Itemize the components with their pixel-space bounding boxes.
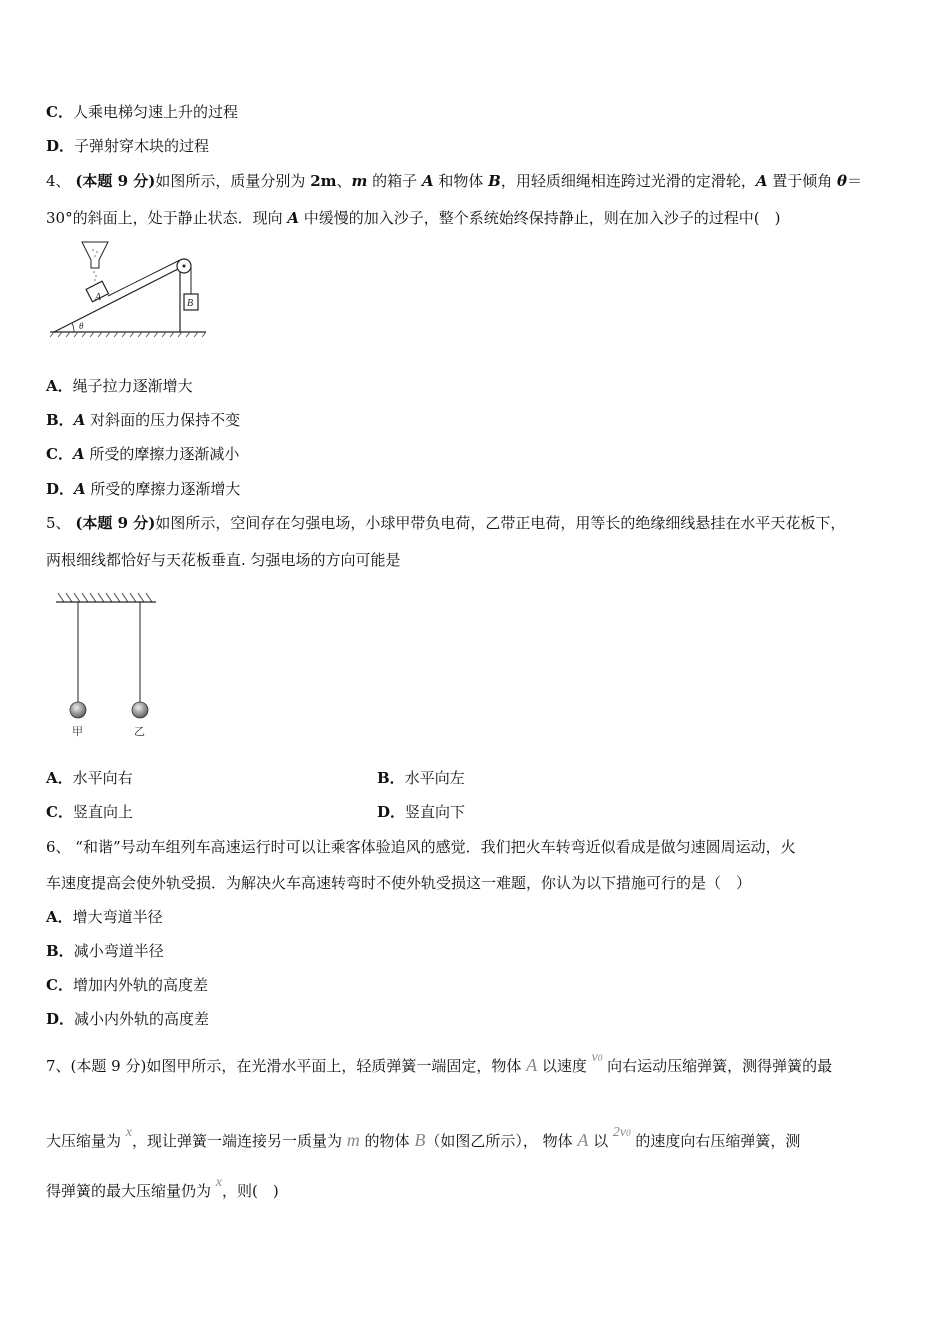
ball-jia (70, 702, 86, 718)
coefficient: 2 (612, 1125, 620, 1140)
symbol-a: A (526, 1055, 538, 1075)
option-text: 对斜面的压力保持不变 (85, 411, 241, 429)
q4-option-b (46, 410, 240, 430)
stem-text: 两根细线都恰好与天花板垂直. 匀强电场的方向可能是 (46, 551, 401, 569)
stem-text: 车速度提高会使外轨受损．为解决火车高速转弯时不使外轨受损这一难题，你认为以下措施可行的是（ ） (46, 874, 752, 892)
question-number: 5、 (46, 514, 71, 532)
q4-stem-line1 (46, 171, 862, 191)
symbol-b: B (488, 172, 501, 190)
q6-stem-line1 (46, 837, 796, 857)
q5-pendulum-figure (50, 588, 162, 740)
stem-text: ＝ (847, 172, 863, 190)
option-text: 水平向左 (404, 769, 465, 787)
option-letter: B． (46, 411, 74, 429)
option-letter: C． (46, 976, 73, 994)
stem-text: 向右运动压缩弹簧，测得弹簧的最 (602, 1057, 833, 1075)
stem-text: 如图所示，空间存在匀强电场，小球甲带负电荷，乙带正电荷，用等长的绝缘细线悬挂在水平天花板下， (155, 514, 846, 532)
option-text: 竖直向上 (72, 803, 133, 821)
symbol-a: A (755, 172, 768, 190)
symbol-2v0 (613, 1125, 631, 1140)
label-a: A (95, 292, 102, 303)
option-text: 增加内外轨的高度差 (72, 976, 208, 994)
option-letter: A． (46, 769, 73, 787)
symbol-theta: θ (837, 172, 848, 190)
symbol-m: m (346, 1130, 360, 1150)
stem-text: ，现让弹簧一端连接另一质量为 (132, 1132, 347, 1150)
stem-text: （如图乙所示）， 物体 (425, 1132, 578, 1150)
option-text: 减小内外轨的高度差 (74, 1010, 210, 1028)
stem-text: 大压缩量为 (46, 1132, 126, 1150)
stem-text: 30°的斜面上，处于静止状态．现向 (46, 209, 288, 227)
label-b: B (187, 298, 194, 309)
option-text: 子弹射穿木块的过程 (74, 137, 210, 155)
stem-text: 置于倾角 (767, 172, 838, 190)
q5-stem-line1 (46, 513, 845, 533)
stem-text: 和物体 (433, 172, 489, 190)
symbol-a: A (72, 445, 85, 463)
stem-text: 得弹簧的最大压缩量仍为 (46, 1182, 216, 1200)
stem-text: 、 (336, 172, 352, 190)
mass-2m: 2m (310, 172, 337, 190)
option-letter: C． (46, 103, 73, 121)
option-letter: D． (46, 1010, 75, 1028)
question-number: 4、 (46, 172, 71, 190)
label-theta: θ (79, 321, 84, 331)
stem-text: 的物体 (359, 1132, 415, 1150)
symbol-a: A (577, 1130, 589, 1150)
symbol-a: A (421, 172, 434, 190)
option-text: 水平向右 (72, 769, 133, 787)
q5-option-a (46, 768, 133, 788)
v-subscript: 0 (597, 1053, 603, 1063)
stem-text: 中缓慢的加入沙子，整个系统始终保持静止，则在加入沙子的过程中( ) (299, 209, 781, 227)
v-subscript: 0 (626, 1128, 631, 1138)
question-tag: (本题 9 分) (75, 514, 156, 532)
stem-text: 以 (588, 1132, 613, 1150)
q6-option-b (46, 941, 164, 961)
q4-option-d (46, 479, 240, 499)
q7-stem-line3 (46, 1175, 279, 1203)
mass-m: m (351, 172, 368, 190)
q3-option-c (46, 102, 238, 122)
option-text: 所受的摩擦力逐渐增大 (85, 480, 241, 498)
q6-option-a (46, 907, 163, 927)
option-letter: A． (46, 377, 73, 395)
q6-option-d (46, 1009, 209, 1029)
stem-text: 的箱子 (367, 172, 422, 190)
question-tag: (本题 9 分) (75, 172, 156, 190)
symbol-x: x (125, 1125, 132, 1140)
q3-option-d (46, 136, 209, 156)
q5-stem-line2 (46, 550, 401, 570)
option-text: 减小弯道半径 (73, 942, 164, 960)
stem-text: ，用轻质细绳相连跨过光滑的定滑轮， (500, 172, 756, 190)
stem-text: 7、(本题 9 分)如图甲所示，在光滑水平面上，轻质弹簧一端固定，物体 (46, 1057, 527, 1075)
q4-stem-line2 (46, 208, 780, 228)
symbol-a: A (73, 411, 86, 429)
option-letter: D． (377, 803, 406, 821)
stem-text: 如图所示，质量分别为 (155, 172, 311, 190)
option-text: 人乘电梯匀速上升的过程 (72, 103, 238, 121)
label-yi: 乙 (134, 725, 145, 738)
q4-option-a (46, 376, 193, 396)
option-letter: B． (46, 942, 74, 960)
funnel-icon (82, 242, 108, 268)
q6-option-c (46, 975, 208, 995)
q5-option-c (46, 802, 133, 822)
label-jia: 甲 (72, 725, 83, 738)
q7-stem-line1 (46, 1050, 833, 1078)
ball-yi (132, 702, 148, 718)
option-letter: D． (46, 137, 75, 155)
q5-option-d (377, 802, 465, 822)
q4-option-c (46, 444, 239, 464)
option-text: 所受的摩擦力逐渐减小 (84, 445, 240, 463)
stem-text: 以速度 (537, 1057, 592, 1075)
option-letter: C． (46, 803, 73, 821)
v-letter: v (591, 1050, 598, 1065)
q4-incline-figure (46, 238, 211, 340)
option-letter: C． (46, 445, 73, 463)
v-letter: v (619, 1125, 627, 1140)
symbol-x: x (215, 1175, 222, 1190)
option-letter: B． (377, 769, 405, 787)
symbol-a: A (74, 480, 86, 498)
q6-stem-line2 (46, 873, 751, 893)
stem-text: 6、 “和谐”号动车组列车高速运行时可以让乘客体验追风的感觉．我们把火车转弯近似看成是做匀速圆周运动，火 (46, 838, 796, 856)
option-text: 竖直向下 (405, 803, 466, 821)
q5-option-b (377, 768, 465, 788)
stem-text: ，则( ) (222, 1182, 279, 1200)
option-letter: D． (46, 480, 75, 498)
symbol-v0 (592, 1050, 603, 1065)
q7-stem-line2 (46, 1125, 801, 1153)
option-text: 绳子拉力逐渐增大 (72, 377, 193, 395)
symbol-a: A (287, 209, 299, 227)
stem-text: 的速度向右压缩弹簧，测 (630, 1132, 801, 1150)
option-letter: A． (46, 908, 73, 926)
option-text: 增大弯道半径 (72, 908, 163, 926)
symbol-b: B (414, 1130, 426, 1150)
